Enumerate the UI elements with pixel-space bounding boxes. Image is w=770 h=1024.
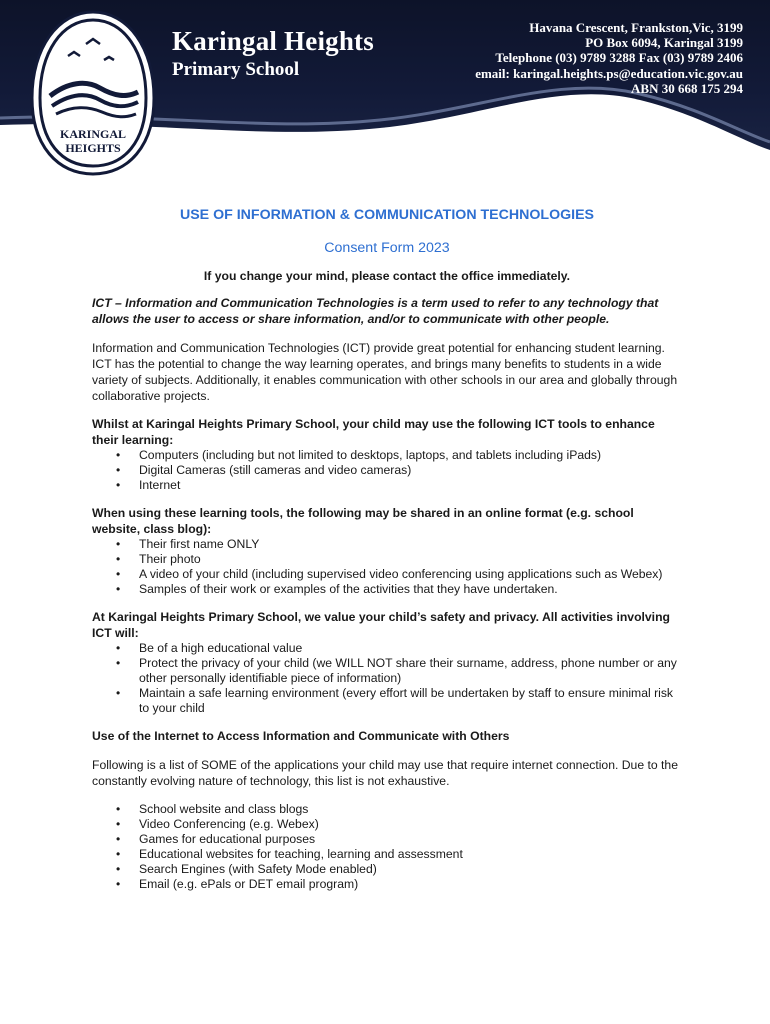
list-item: • Be of a high educational value bbox=[139, 641, 682, 656]
tools-list bbox=[92, 448, 682, 493]
contact-email: email: karingal.heights.ps@education.vic.gov.au bbox=[475, 65, 743, 81]
school-name: Karingal Heights bbox=[172, 26, 374, 56]
contact-details bbox=[475, 20, 743, 96]
list-item: • Protect the privacy of your child (we WILL NOT share their surname, address, phone number or any other personally identifiable piece of information) bbox=[139, 656, 682, 686]
safety-heading: At Karingal Heights Primary School, we value your child’s safety and privacy. All activities involving ICT will: bbox=[92, 610, 670, 640]
list-item: • Video Conferencing (e.g. Webex) bbox=[139, 817, 682, 832]
safety-list bbox=[92, 641, 682, 716]
contact-phone-fax: Telephone (03) 9789 3288 Fax (03) 9789 2406 bbox=[495, 50, 743, 66]
shared-heading: When using these learning tools, the following may be shared in an online format (e.g. school website, class blog): bbox=[92, 506, 634, 536]
list-item: • Their photo bbox=[139, 552, 682, 567]
internet-heading: Use of the Internet to Access Information and Communicate with Others bbox=[92, 729, 510, 743]
list-item: • Email (e.g. ePals or DET email program) bbox=[139, 877, 682, 892]
list-item: • School website and class blogs bbox=[139, 802, 682, 817]
contact-abn: ABN 30 668 175 294 bbox=[631, 80, 743, 96]
change-of-mind-notice: If you change your mind, please contact the office immediately. bbox=[203, 269, 571, 283]
school-logo bbox=[28, 8, 158, 178]
list-item: • Search Engines (with Safety Mode enabled) bbox=[139, 862, 682, 877]
logo-text-line2: HEIGHTS bbox=[65, 141, 121, 155]
tools-heading: Whilst at Karingal Heights Primary School, your child may use the following ICT tools to enhance their learning: bbox=[92, 417, 655, 447]
school-subtitle: Primary School bbox=[172, 59, 300, 80]
contact-po-box: PO Box 6094, Karingal 3199 bbox=[585, 35, 743, 51]
list-item: • Internet bbox=[139, 478, 682, 493]
document-title: USE OF INFORMATION & COMMUNICATION TECHNOLOGIES bbox=[179, 207, 595, 223]
ict-definition: ICT – Information and Communication Technologies is a term used to refer to any technology that allows the user to access or share information, and/or to communicate with other people. bbox=[92, 296, 659, 326]
list-item: • Samples of their work or examples of the activities that they have undertaken. bbox=[139, 582, 682, 597]
letterhead-banner bbox=[0, 0, 770, 180]
document-body bbox=[92, 205, 682, 892]
internet-intro: Following is a list of SOME of the applications your child may use that require internet connection. Due to the constantly evolving nature of technology, this list is not exhaustive. bbox=[92, 758, 678, 788]
contact-address: Havana Crescent, Frankston,Vic, 3199 bbox=[529, 20, 743, 35]
shared-list bbox=[92, 537, 682, 597]
list-item: • Their first name ONLY bbox=[139, 537, 682, 552]
list-item: • Maintain a safe learning environment (every effort will be undertaken by staff to ensure minimal risk to your child bbox=[139, 686, 682, 716]
applications-list bbox=[92, 802, 682, 892]
document-subtitle: Consent Form 2023 bbox=[324, 240, 450, 256]
list-item: • A video of your child (including supervised video conferencing using applications such as Webex) bbox=[139, 567, 682, 582]
intro-paragraph: Information and Communication Technologies (ICT) provide great potential for enhancing student learning. ICT has the potential to change the way learning operates, and brings many benefits to students in a wide variety of subjects. Additionally, it enables communication with other schools in our area and globally through collaborative projects. bbox=[92, 341, 678, 403]
list-item: • Computers (including but not limited to desktops, laptops, and tablets including iPads) bbox=[139, 448, 682, 463]
list-item: • Games for educational purposes bbox=[139, 832, 682, 847]
list-item: • Educational websites for teaching, learning and assessment bbox=[139, 847, 682, 862]
list-item: • Digital Cameras (still cameras and video cameras) bbox=[139, 463, 682, 478]
logo-text-line1: KARINGAL bbox=[59, 127, 127, 141]
